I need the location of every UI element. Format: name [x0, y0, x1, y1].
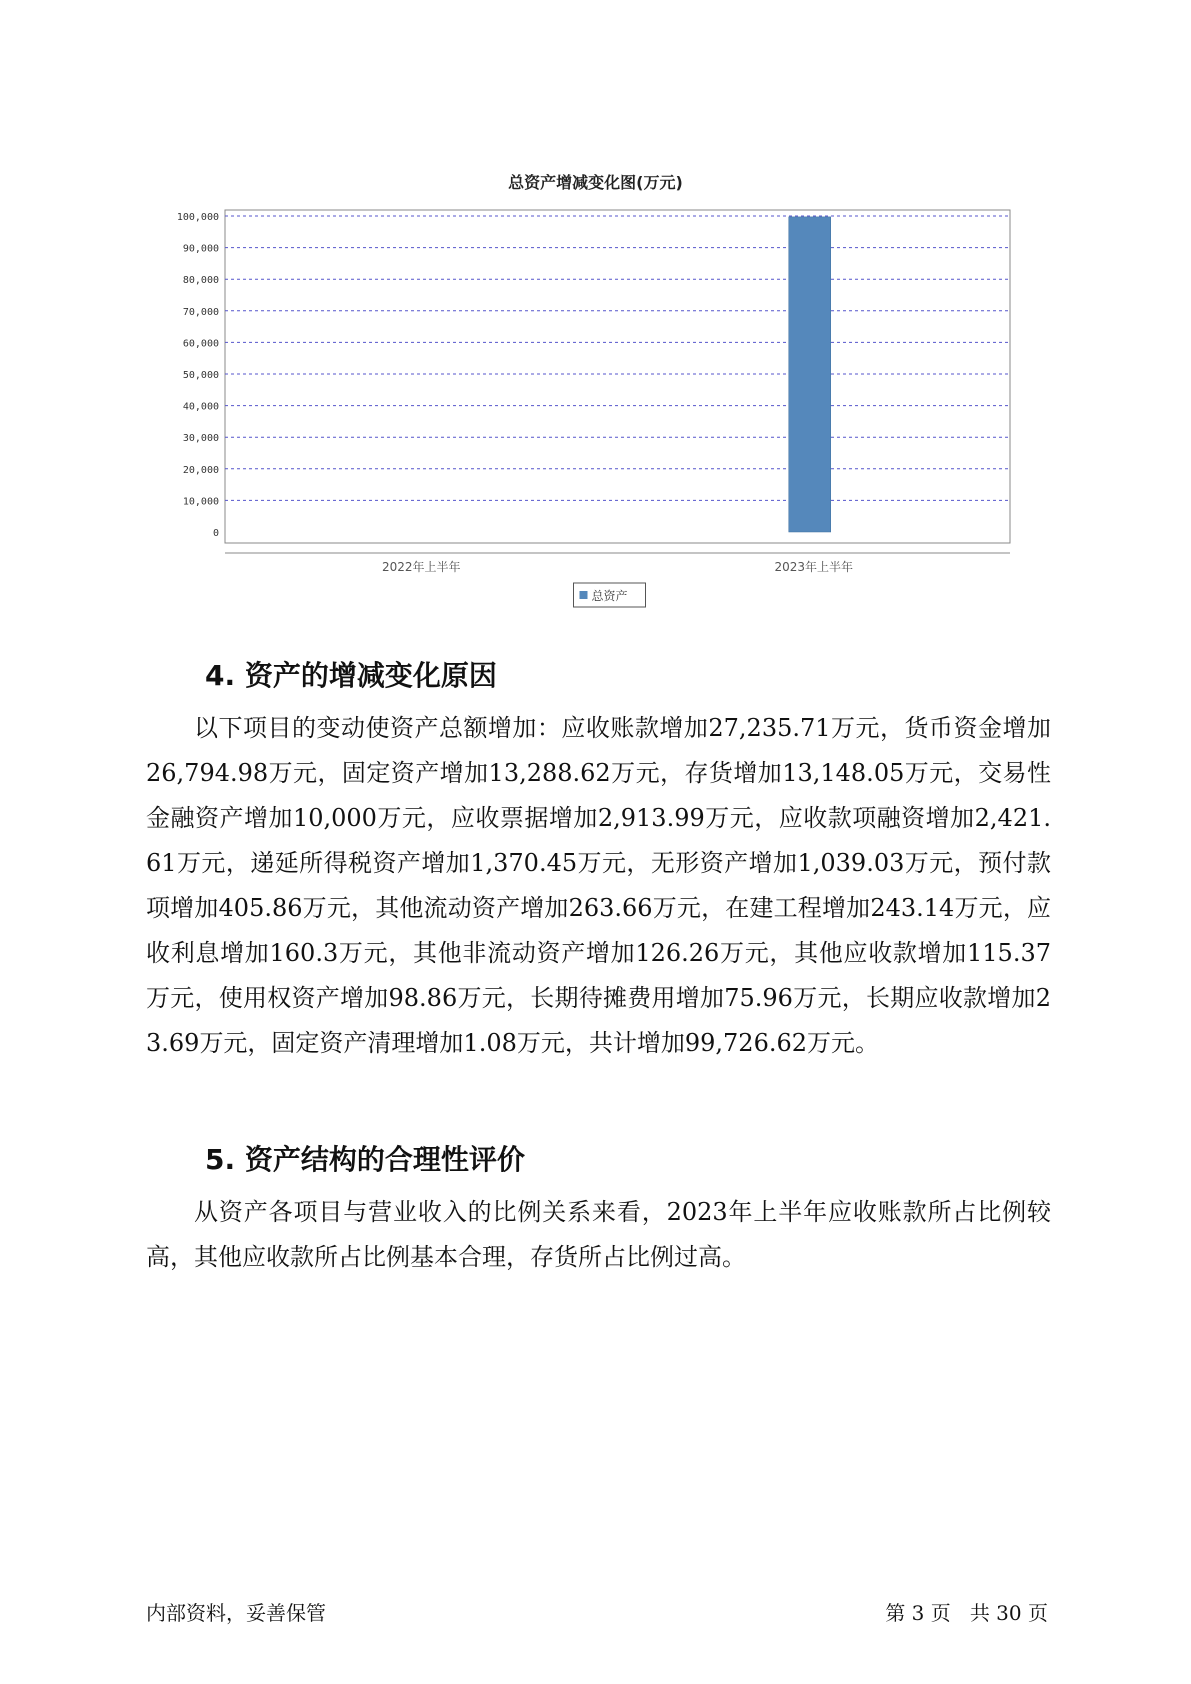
section-paragraph-5: 从资产各项目与营业收入的比例关系来看，2023年上半年应收账款所占比例较高，其他应收款所占比例基本合理，存货所占比例过高。 — [146, 1198, 1051, 1271]
y-tick-label: 30,000 — [182, 433, 219, 445]
y-tick-label: 40,000 — [182, 401, 219, 413]
chart-title: 总资产增减变化图(万元) — [508, 173, 683, 192]
total-assets-chart — [150, 200, 1030, 620]
legend-label: 总资产 — [591, 589, 628, 603]
bar — [789, 217, 831, 532]
y-tick-label: 0 — [212, 528, 219, 539]
y-tick-label: 90,000 — [182, 243, 219, 255]
y-tick-label: 60,000 — [182, 338, 219, 350]
legend-swatch — [580, 591, 588, 599]
y-tick-label: 10,000 — [182, 496, 219, 508]
footer-confidential-note: 内部资料，妥善保管 — [146, 1601, 326, 1625]
footer-page-number: 第 3 页 共 30 页 — [885, 1601, 1048, 1625]
y-tick-label: 80,000 — [182, 275, 219, 287]
plot-area — [225, 210, 1010, 543]
y-tick-label: 70,000 — [182, 306, 219, 318]
y-tick-label: 100,000 — [176, 212, 219, 223]
section-heading-5: 5. 资产结构的合理性评价 — [205, 1143, 525, 1176]
y-tick-label: 50,000 — [182, 370, 219, 381]
x-tick-label: 2022年上半年 — [381, 560, 461, 574]
x-tick-label: 2023年上半年 — [774, 560, 854, 574]
section-paragraph-4: 以下项目的变动使资产总额增加：应收账款增加27,235.71万元，货币资金增加26,794.98万元，固定资产增加13,288.62万元，存货增加13,148.05万元，交易性金融资产增加10,000万元，应收票据增加2,913.99万元，应收款项融资增加2,421.61万元，递延所得税资产增加1,370.45万元，无形资产增加1,039.03万元，预付款项增加405.86万元，其他流动资产增加263.66万元，在建工程增加243.14万元，应收利息增加160.3万元，其他非流动资产增加126.26万元，其他应收款增加115.37万元，使用权资产增加98.86万元，长期待摊费用增加75.96万元，长期应收款增加23.69万元，固定资产清理增加1.08万元，共计增加99,726.62万元。 — [146, 714, 1051, 1057]
section-heading-4: 4. 资产的增减变化原因 — [205, 659, 497, 692]
y-tick-label: 20,000 — [182, 464, 219, 476]
